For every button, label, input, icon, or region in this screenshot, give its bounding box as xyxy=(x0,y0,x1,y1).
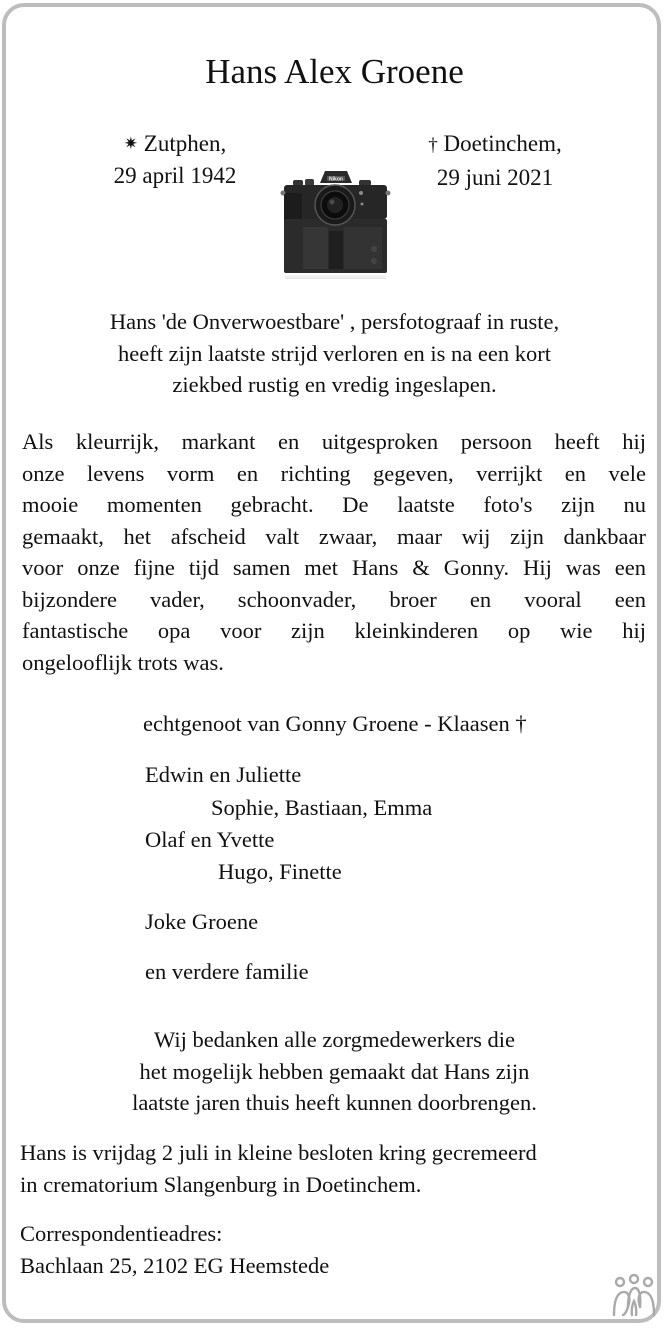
spouse-line: echtgenoot van Gonny Groene - Klaasen † xyxy=(143,711,527,736)
tribute-line: Als kleurrijk, markant en uitgesproken persoon heeft hij xyxy=(22,429,646,454)
intro-line: Hans 'de Onverwoestbare' , persfotograaf in ruste, xyxy=(109,309,560,334)
thanks-line: Wij bedanken alle zorgmedewerkers die xyxy=(153,1027,516,1052)
cremation-line: Hans is vrijdag 2 juli in kleine besloten kring gecremeerd xyxy=(20,1140,537,1165)
tribute-line: fantastische opa voor zijn kleinkinderen op wie hij xyxy=(22,618,646,643)
death-place-line xyxy=(405,128,585,162)
tribute-paragraph xyxy=(22,426,646,678)
cremation-line: in crematorium Slangenburg in Doetinchem. xyxy=(20,1171,422,1197)
svg-text:Nikon: Nikon xyxy=(329,176,343,183)
extended-family-line: en verdere familie xyxy=(145,959,309,984)
tribute-line: onze levens vorm en richting gegeven, verrijkt en vele xyxy=(22,460,646,486)
correspondence-block xyxy=(20,1218,329,1281)
deceased-name: Hans Alex Groene xyxy=(205,52,464,91)
child-couple-2: Olaf en Yvette xyxy=(145,827,275,852)
correspondence-address: Bachlaan 25, 2102 EG Heemstede xyxy=(20,1252,330,1278)
thanks-paragraph xyxy=(0,1024,669,1119)
tribute-line: bijzondere vader, schoonvader, broer en vooral een xyxy=(22,586,646,612)
birth-place-line xyxy=(95,128,255,160)
tribute-line: voor onze fijne tijd samen met Hans & Gonny. Hij was een xyxy=(22,555,646,580)
birth-place: Zutphen, xyxy=(143,131,227,156)
thanks-line: het mogelijk hebben gemaakt dat Hans zijn xyxy=(139,1058,530,1084)
death-place: Doetinchem, xyxy=(443,131,562,156)
birth-star-icon: ✷ xyxy=(123,134,139,153)
death-info xyxy=(405,128,585,194)
child-couple-1: Edwin en Juliette xyxy=(145,762,302,787)
tribute-line: gemaakt, het afscheid valt zwaar, maar wij zijn dankbaar xyxy=(22,523,646,549)
intro-paragraph xyxy=(0,306,669,401)
intro-line: heeft zijn laatste strijd verloren en is na een kort xyxy=(118,340,551,366)
camera-photo xyxy=(279,167,392,281)
thanks-line: laatste jaren thuis heeft kunnen doorbrengen. xyxy=(132,1090,537,1115)
tribute-line: ongelooflijk trots was. xyxy=(22,649,224,675)
death-cross-icon: † xyxy=(428,135,438,156)
grandchildren-1: Sophie, Bastiaan, Emma xyxy=(211,795,433,820)
death-date: 29 juni 2021 xyxy=(436,165,554,190)
cremation-paragraph xyxy=(20,1137,537,1200)
family-icon xyxy=(611,1273,657,1319)
birth-info xyxy=(95,128,255,192)
birth-date: 29 april 1942 xyxy=(113,163,237,188)
grandchildren-2: Hugo, Finette xyxy=(218,859,342,884)
tribute-line: mooie momenten gebracht. De laatste foto's zijn nu xyxy=(22,492,646,517)
intro-line: ziekbed rustig en vredig ingeslapen. xyxy=(172,372,497,397)
correspondence-label: Correspondentieadres: xyxy=(20,1221,223,1246)
sibling-line: Joke Groene xyxy=(145,909,259,934)
